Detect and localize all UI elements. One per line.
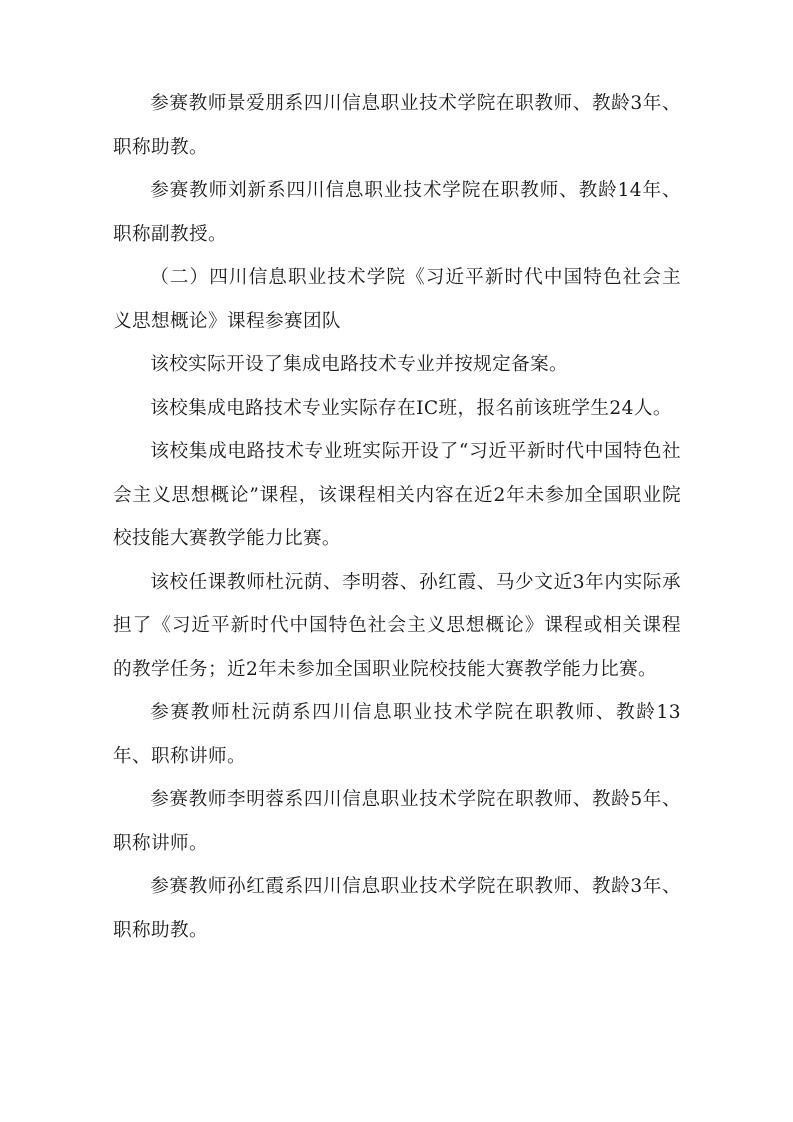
paragraph: 参赛教师孙红霞系四川信息职业技术学院在职教师、教龄3年、职称助教。 [113, 876, 681, 941]
paragraph: 该校实际开设了集成电路技术专业并按规定备案。 [150, 354, 569, 375]
paragraph: 参赛教师杜沅荫系四川信息职业技术学院在职教师、教龄13年、职称讲师。 [113, 702, 681, 767]
document-text-body [113, 82, 681, 952]
paragraph: 参赛教师景爱朋系四川信息职业技术学院在职教师、教龄3年、职称助教。 [113, 93, 681, 158]
paragraph: 该校集成电路技术专业实际存在IC班，报名前该班学生24人。 [150, 397, 672, 419]
paragraph: 参赛教师李明蓉系四川信息职业技术学院在职教师、教龄5年、职称讲师。 [113, 789, 681, 854]
paragraph: （二）四川信息职业技术学院《习近平新时代中国特色社会主义思想概论》课程参赛团队 [113, 267, 681, 332]
paragraph: 参赛教师刘新系四川信息职业技术学院在职教师、教龄14年、职称副教授。 [113, 180, 681, 245]
paragraph: 该校任课教师杜沅荫、李明蓉、孙红霞、马少文近3年内实际承担了《习近平新时代中国特色社会主义思想概论》课程或相关课程的教学任务；近2年未参加全国职业院校技能大赛教学能力比赛。 [113, 571, 681, 680]
paragraph: 该校集成电路技术专业班实际开设了“习近平新时代中国特色社会主义思想概论”课程，该课程相关内容在近2年未参加全国职业院校技能大赛教学能力比赛。 [113, 441, 681, 549]
